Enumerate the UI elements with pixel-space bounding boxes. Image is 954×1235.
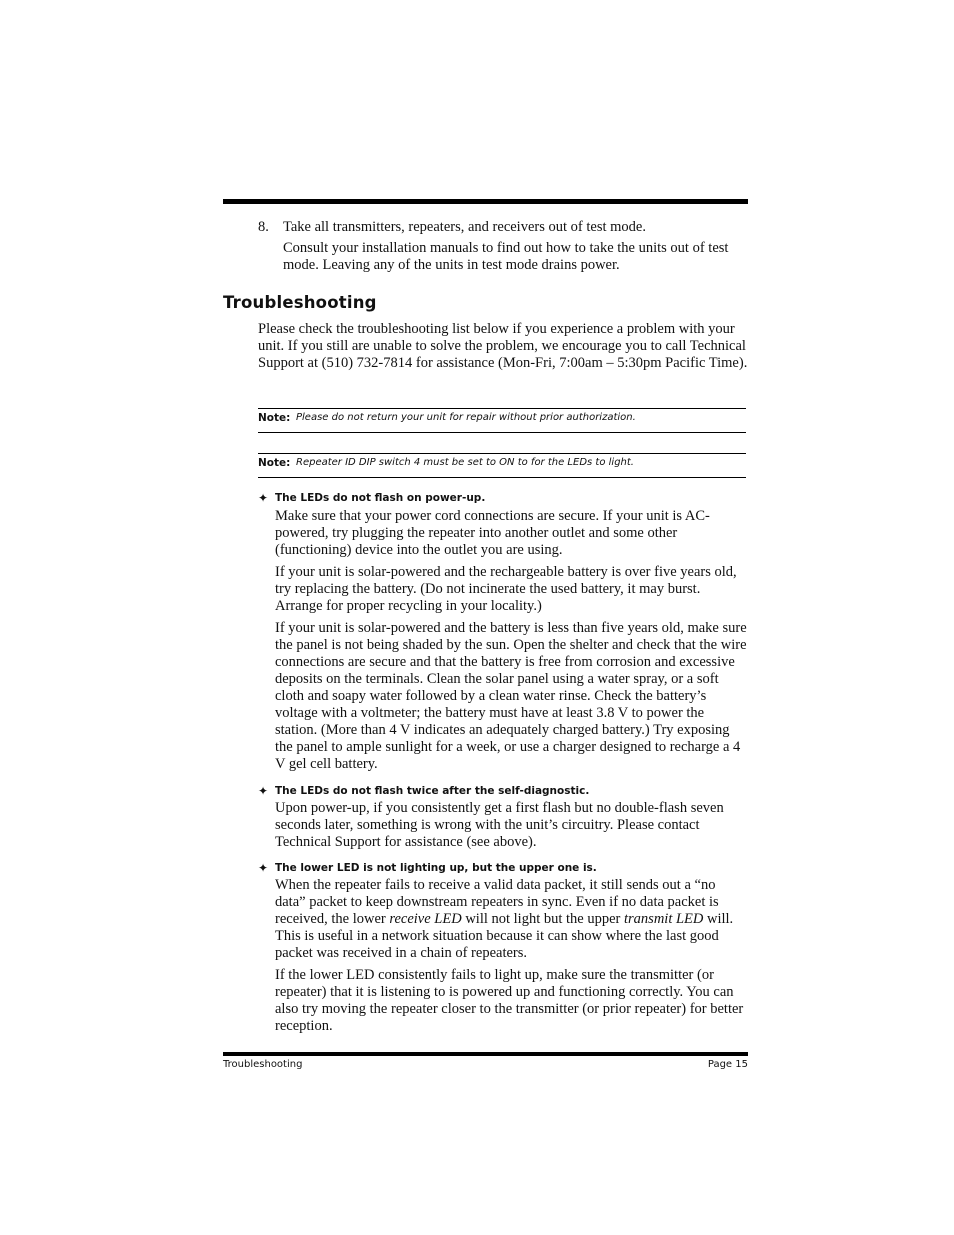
step-detail: Consult your installation manuals to find out how to take the units out of test mode. Leaving any of the units in test mode drains power. — [283, 240, 729, 273]
receive-led-term: receive LED — [389, 911, 462, 927]
item-title: The LEDs do not flash on power-up. — [275, 492, 486, 504]
step-number: 8. — [258, 219, 269, 235]
transmit-led-term: transmit LED — [624, 911, 704, 927]
item-body — [275, 877, 748, 1040]
item-paragraph: If your unit is solar-powered and the battery is less than five years old, make sure the panel is not being shaded by the sun. Open the shelter and check that the wire connections are secure and that the battery is free from corrosion and excessive deposits on the terminals. Clean the solar panel using a water spray, or a soft cloth and soapy water followed by a clean water rinse. Check the battery’s voltage with a voltmeter; the battery must have at least 3.8 V to power the station. (More than 4 V indicates an adequately charged battery.) Try exposing the panel to ample sunlight for a week, or use a charger designed to recharge a 4 V gel cell battery. — [275, 620, 747, 772]
item-title: The lower LED is not lighting up, but the upper one is. — [275, 862, 597, 874]
diamond-bullet-icon: ✦ — [258, 784, 269, 798]
text-run: will. This is useful in a network situation because it can show where the last good packet was received in a chain of repeaters. — [275, 911, 734, 961]
bottom-rule — [223, 1052, 748, 1056]
note-label: Note: — [258, 412, 291, 424]
item-paragraph: If the lower LED consistently fails to light up, make sure the transmitter (or repeater) that it is listening to is powered up and functioning correctly. You can also try moving the repeater closer to the transmitter (or prior repeater) for better reception. — [275, 967, 744, 1034]
footer-section-title: Troubleshooting — [223, 1059, 303, 1070]
text-run: When the repeater fails to receive a valid data packet, it still sends out a “no data” packet to keep downstream repeaters in sync. Even if no data packet is received, the lower — [275, 877, 719, 927]
note-text: Repeater ID DIP switch 4 must be set to ON to for the LEDs to light. — [296, 457, 634, 468]
diamond-bullet-icon: ✦ — [258, 491, 269, 505]
step-text: Take all transmitters, repeaters, and receivers out of test mode. — [283, 219, 646, 235]
footer-page-number: Page 15 — [707, 1059, 748, 1070]
note-authorization — [258, 408, 746, 433]
item-body — [275, 800, 748, 856]
section-heading: Troubleshooting — [223, 293, 377, 312]
diamond-bullet-icon: ✦ — [258, 861, 269, 875]
text-run: will not light but the upper — [461, 911, 624, 927]
note-dip-switch — [258, 453, 746, 478]
item-paragraph: Upon power-up, if you consistently get a first flash but no double-flash seven seconds later, something is wrong with the unit’s circuitry. Please contact Technical Support for assistance (see above). — [275, 800, 724, 850]
top-rule — [223, 199, 748, 204]
item-paragraph: Make sure that your power cord connections are secure. If your unit is AC-powered, try plugging the repeater into another outlet and some other (functioning) device into the outlet you are using. — [275, 508, 710, 558]
note-label: Note: — [258, 457, 291, 469]
item-title: The LEDs do not flash twice after the self-diagnostic. — [275, 785, 590, 797]
section-intro: Please check the troubleshooting list below if you experience a problem with your unit. If you still are unable to solve the problem, we encourage you to call Technical Support at (510) 732-7814 for assistance (Mon-Fri, 7:00am – 5:30pm Pacific Time). — [258, 321, 748, 371]
note-text: Please do not return your unit for repair without prior authorization. — [296, 412, 636, 423]
item-body — [275, 508, 748, 778]
item-paragraph — [275, 877, 748, 962]
item-paragraph: If your unit is solar-powered and the rechargeable battery is over five years old, try replacing the battery. (Do not incinerate the used battery, it may burst. Arrange for proper recycling in your locality.) — [275, 564, 737, 614]
